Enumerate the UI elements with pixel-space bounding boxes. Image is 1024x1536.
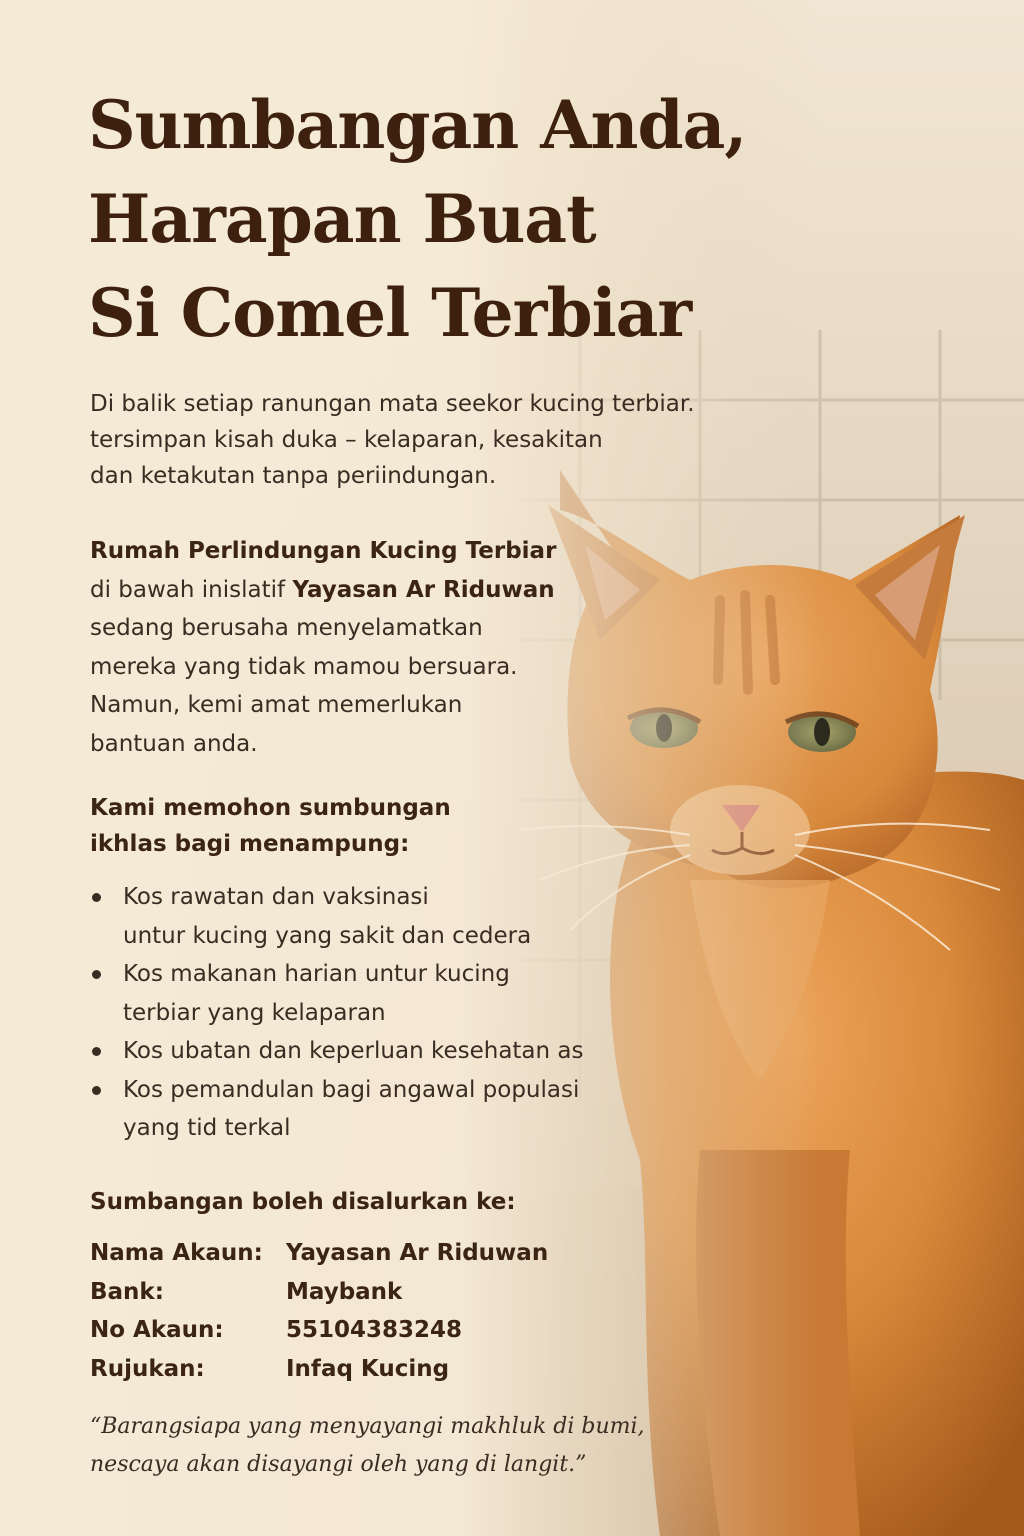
intro-line: dan ketakutan tanpa periindungan. <box>90 463 497 489</box>
title-line: Sumbangan Anda, <box>88 86 747 164</box>
bank-details-table <box>90 1234 548 1388</box>
bullet-icon <box>92 1047 101 1056</box>
bullet-icon <box>92 893 101 902</box>
closing-quote <box>90 1408 645 1484</box>
bank-label: No Akaun: <box>90 1317 224 1344</box>
title-line: Si Comel Terbiar <box>88 274 692 352</box>
bank-label: Nama Akaun: <box>90 1240 263 1267</box>
intro-paragraph <box>90 386 695 494</box>
org-line: Namun, kemi amat memerlukan <box>90 692 463 718</box>
quote-line: nescaya akan disayangi oleh yang di langit.” <box>90 1452 587 1477</box>
bank-row-bank <box>90 1273 548 1312</box>
bank-value: Infaq Kucing <box>286 1355 450 1382</box>
bank-row-account-name <box>90 1234 548 1273</box>
list-item <box>92 955 584 1032</box>
list-item-line: untur kucing yang sakit dan cedera <box>123 922 532 949</box>
list-item <box>92 878 584 955</box>
list-item <box>92 1032 584 1071</box>
bank-value: Yayasan Ar Riduwan <box>286 1240 549 1267</box>
needs-list <box>92 878 584 1148</box>
org-line: di bawah inislatif <box>90 576 293 603</box>
shelter-name: Rumah Perlindungan Kucing Terbiar <box>90 538 557 564</box>
foundation-name: Yayasan Ar Riduwan <box>292 576 555 603</box>
bullet-icon <box>92 1086 101 1095</box>
list-item-line: terbiar yang kelaparan <box>123 999 386 1026</box>
quote-line: “Barangsiapa yang menyayangi makhluk di bumi, <box>90 1414 645 1439</box>
list-item-line: Kos makanan harian untur kucing <box>123 961 510 987</box>
poster-title <box>88 78 746 360</box>
bank-label: Rujukan: <box>90 1355 205 1382</box>
appeal-line: ikhlas bagi menampung: <box>90 831 410 857</box>
bank-value: 55104383248 <box>286 1317 463 1344</box>
org-line: sedang berusaha menyelamatkan <box>90 615 483 641</box>
appeal-heading <box>90 790 451 862</box>
intro-line: tersimpan kisah duka – kelaparan, kesakitan <box>90 427 603 453</box>
bank-row-account-number <box>90 1311 548 1350</box>
list-item-line: Kos ubatan dan keperluan kesehatan as <box>123 1038 584 1064</box>
org-line: bantuan anda. <box>90 730 258 757</box>
organization-paragraph <box>90 532 556 763</box>
list-item-line: Kos rawatan dan vaksinasi <box>123 884 429 910</box>
bank-value: Maybank <box>286 1278 403 1305</box>
list-item-line: yang tid terkal <box>123 1115 291 1141</box>
appeal-line: Kami memohon sumbungan <box>90 795 451 821</box>
bullet-icon <box>92 970 101 979</box>
bank-details-heading: Sumbangan boleh disalurkan ke: <box>90 1189 516 1215</box>
bank-label: Bank: <box>90 1278 164 1305</box>
list-item-line: Kos pemandulan bagi angawal populasi <box>123 1076 580 1103</box>
bank-row-reference <box>90 1350 548 1389</box>
intro-line: Di balik setiap ranungan mata seekor kucing terbiar. <box>90 391 695 417</box>
title-line: Harapan Buat <box>88 180 596 258</box>
list-item <box>92 1071 584 1148</box>
org-line: mereka yang tidak mamou bersuara. <box>90 653 518 680</box>
